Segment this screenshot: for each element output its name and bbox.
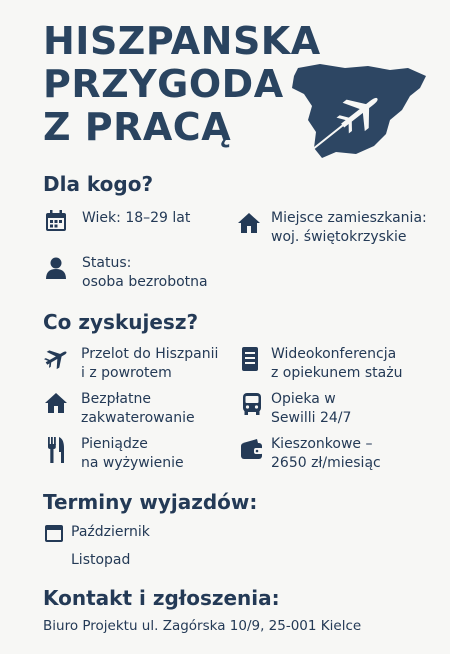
calendar-icon	[44, 523, 64, 543]
benefit-pocket-money-line2: 2650 zł/miesiąc	[271, 455, 381, 471]
residence-info	[271, 209, 427, 247]
page-title	[43, 20, 321, 149]
benefit-flight-line2: i z powrotem	[81, 365, 172, 381]
benefit-food	[81, 435, 184, 473]
plane-icon	[44, 346, 68, 370]
home-icon	[237, 211, 261, 235]
person-icon	[44, 256, 68, 280]
age-text: Wiek: 18–29 lat	[82, 210, 191, 226]
calendar-icon	[44, 209, 68, 233]
benefit-videoconference-line2: z opiekunem stażu	[271, 365, 403, 381]
title-line-3: Z PRACĄ	[43, 105, 232, 149]
benefit-accommodation	[81, 390, 195, 428]
date-october: Październik	[71, 524, 150, 540]
benefits-heading: Co zyskujesz?	[43, 310, 199, 334]
status-info	[82, 254, 208, 292]
status-label: Status:	[82, 255, 132, 271]
dates-heading: Terminy wyjazdów:	[43, 490, 258, 514]
bus-icon	[240, 392, 264, 416]
benefit-videoconference-line1: Wideokonferencja	[271, 346, 397, 362]
date-november: Listopad	[71, 552, 131, 568]
benefit-accommodation-line2: zakwaterowanie	[81, 410, 195, 426]
contact-address: Biuro Projektu ul. Zagórska 10/9, 25-001 Kielce	[43, 618, 362, 634]
benefit-care	[271, 390, 351, 428]
title-line-1: HISZPANSKA	[43, 19, 321, 63]
residence-label: Miejsce zamieszkania:	[271, 210, 427, 226]
spain-map-icon	[290, 60, 430, 160]
benefit-food-line2: na wyżywienie	[81, 455, 184, 471]
benefit-videoconference	[271, 345, 402, 383]
status-value: osoba bezrobotna	[82, 274, 208, 290]
wallet-icon	[240, 438, 264, 462]
benefit-flight-line1: Przelot do Hiszpanii	[81, 346, 219, 362]
contact-heading: Kontakt i zgłoszenia:	[43, 586, 280, 610]
benefit-pocket-money	[271, 435, 381, 473]
home-icon	[44, 391, 68, 415]
benefit-care-line2: Sewilli 24/7	[271, 410, 352, 426]
benefit-flight	[81, 345, 218, 383]
age-info	[82, 209, 190, 228]
benefit-pocket-money-line1: Kieszonkowe –	[271, 436, 373, 452]
benefit-accommodation-line1: Bezpłatne	[81, 391, 151, 407]
title-line-2: PRZYGODA	[43, 62, 284, 106]
cutlery-icon	[46, 436, 66, 464]
benefit-food-line1: Pieniądze	[81, 436, 148, 452]
residence-value: woj. świętokrzyskie	[271, 229, 407, 245]
benefit-care-line1: Opieka w	[271, 391, 336, 407]
for-whom-heading: Dla kogo?	[43, 172, 154, 196]
document-icon	[240, 346, 260, 372]
